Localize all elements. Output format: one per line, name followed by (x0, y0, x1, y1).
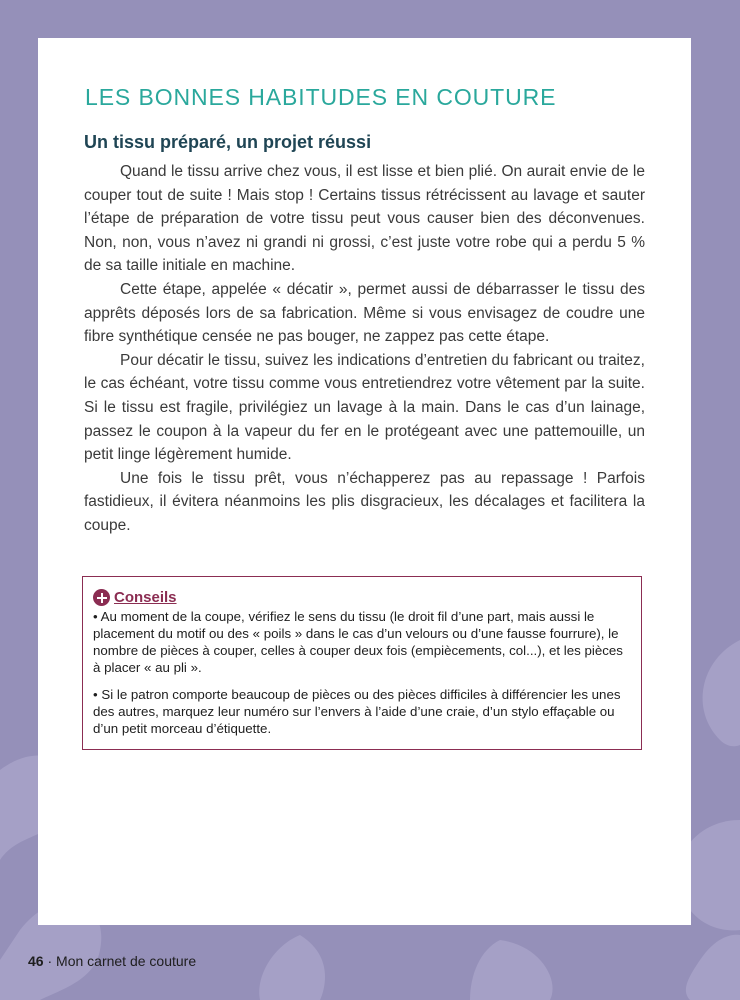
tips-title: Conseils (114, 589, 177, 606)
tips-box (82, 576, 642, 750)
tips-header (93, 589, 629, 606)
paragraph: Cette étape, appelée « décatir », permet aussi de débarrasser le tissu des apprêts déposés lors de sa fabrication. Même si vous envisagez de coudre une fibre synthétique censée ne pas bouger, ne zappez pas cette étape. (84, 280, 645, 346)
book-title: Mon carnet de couture (56, 953, 197, 969)
paragraph: Pour décatir le tissu, suivez les indications d’entretien du fabricant ou traitez, le cas échéant, votre tissu comme vous entretiendrez votre vêtement par la suite. Si le tissu est fragile, privilégiez un lavage à la main. Dans le cas d’un lainage, passez le coupon à la vapeur du fer en le protégeant avec une pattemouille, un petit linge légèrement humide. (84, 351, 645, 464)
paragraph: Une fois le tissu prêt, vous n’échapperez pas au repassage ! Parfois fastidieux, il évitera néanmoins les plis disgracieux, les décalages et facilitera la coupe. (84, 469, 645, 534)
section-title: LES BONNES HABITUDES EN COUTURE (85, 84, 557, 110)
subtitle: Un tissu préparé, un projet réussi (84, 132, 372, 152)
page-footer (28, 953, 196, 969)
plus-circle-icon (93, 589, 110, 606)
tip-item: • Si le patron comporte beaucoup de pièces ou des pièces difficiles à différencier les unes des autres, marquez leur numéro sur l’envers à l’aide d’une craie, d’un stylo effaçable ou d’un petit morceau d’étiquette. (93, 687, 621, 736)
footer-separator: · (43, 953, 57, 969)
page-number: 46 (28, 953, 44, 969)
page-sheet (38, 38, 691, 925)
body-text (84, 160, 645, 538)
tip-item: • Au moment de la coupe, vérifiez le sens du tissu (le droit fil d’une part, mais aussi le placement du motif ou des « poils » dans le cas d’un velours ou d’une fausse fourrure), le nombre de pièces à couper, celles à couper deux fois (empiècements, col...), et les pièces à placer « au pli ». (93, 609, 623, 675)
paragraph: Quand le tissu arrive chez vous, il est lisse et bien plié. On aurait envie de le couper tout de suite ! Mais stop ! Certains tissus rétrécissent au lavage et sauter l’étape de préparation de votre tissu peut vous causer bien des déconvenues. Non, non, vous n’avez ni grandi ni grossi, c’est juste votre robe qui a perdu 5 % de sa taille initiale en machine. (84, 163, 645, 275)
